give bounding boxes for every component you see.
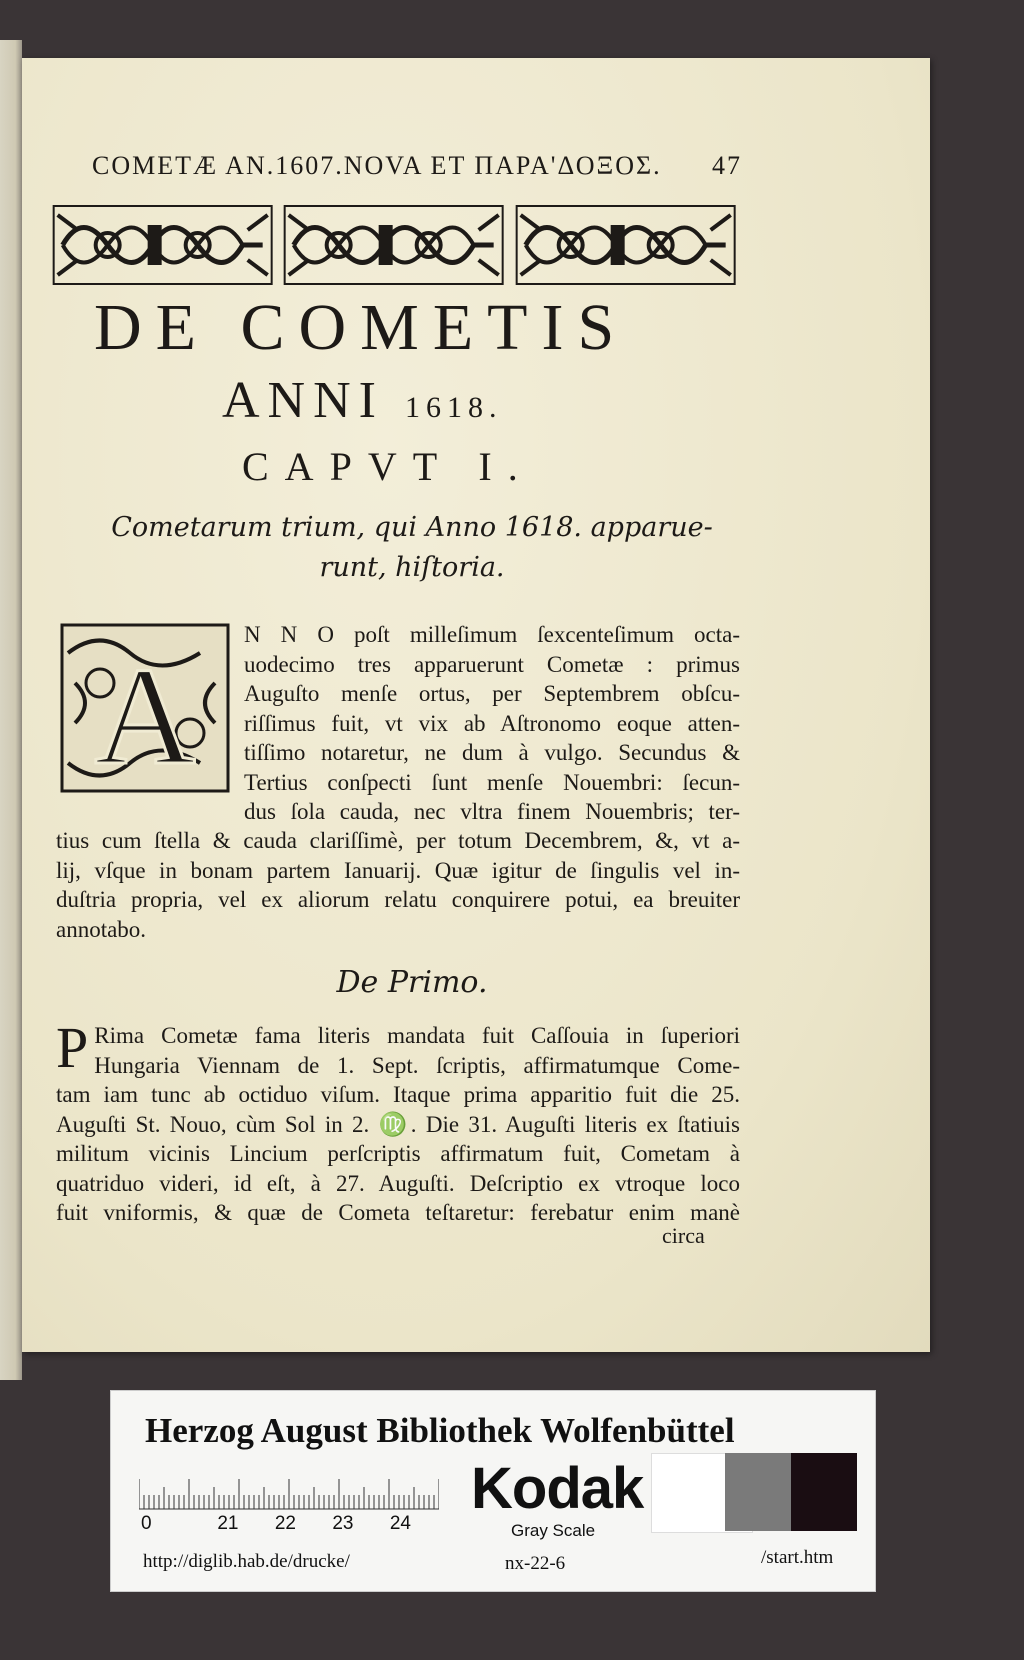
text-line: annotabo. <box>56 916 147 942</box>
text-line: Rima Cometæ fama literis mandata fuit Caſſouia in ſuperiori <box>94 1023 740 1048</box>
kodak-logo: Kodak <box>471 1456 644 1521</box>
library-name: Herzog August Bibliothek Wolfenbüttel <box>145 1411 735 1450</box>
text-line: militum vicinis Lincium perſcriptis affirmatum fuit, Cometam à <box>56 1141 740 1166</box>
initial-letter: A <box>94 639 196 793</box>
ruler-number: 23 <box>332 1513 354 1534</box>
ruler-number: 24 <box>389 1513 411 1534</box>
chapter-subtitle <box>92 508 732 588</box>
running-head <box>92 151 742 181</box>
ruler-numbers <box>141 1513 411 1535</box>
subtitle-line: runt, hiſtoria. <box>319 552 505 583</box>
text-line: duſtria propria, vel ex aliorum relatu conquirere potui, ea breuiter <box>56 887 740 912</box>
headpiece-ornament <box>50 205 738 285</box>
title-year: 1618. <box>404 391 503 424</box>
color-target-strip <box>110 1390 876 1592</box>
ruler-number: 21 <box>217 1513 239 1534</box>
paragraph-1-indented <box>244 620 740 797</box>
catchword: circa <box>662 1223 705 1248</box>
text-line: Auguſti St. Nouo, cùm Sol in 2. ♍. Die 31. Auguſti literis ex ſtatiuis <box>56 1111 740 1137</box>
paragraph-1-line-7 <box>244 797 740 827</box>
url-suffix: /start.htm <box>761 1547 834 1568</box>
subtitle-line: Cometarum trium, qui Anno 1618. apparue- <box>111 512 713 543</box>
url-base: http://diglib.hab.de/drucke/ <box>143 1551 350 1572</box>
text-line: tius cum ſtella & cauda clariſſimè, per totum Decembrem, &, vt a- <box>56 828 740 853</box>
text-line: quatriduo videri, id eſt, à 27. Auguſti. Deſcriptio ex vtroque loco <box>56 1170 740 1196</box>
text-line: lij, vſque in bonam partem Ianuarij. Quæ igitur de ſingulis vel in- <box>56 857 740 883</box>
text-line: dus ſola cauda, nec vltra finem Nouembris; ter- <box>244 799 740 824</box>
paragraph-2 <box>56 1015 740 1228</box>
text-line: Auguſto menſe ortus, per Septembrem obſcu- <box>244 681 740 706</box>
decorated-initial <box>60 623 230 793</box>
caput-heading: CAPVT I. <box>242 444 534 489</box>
facing-page-edge <box>0 40 22 1380</box>
drop-cap: P <box>56 1015 89 1080</box>
ruler-scale <box>139 1469 439 1515</box>
text-line: fuit vniformis, & quæ de Cometa teſtaretur: ferebatur enim manè <box>56 1200 740 1225</box>
ornament-panel-icon <box>513 205 738 285</box>
ornament-panel-icon <box>281 205 506 285</box>
chapter-title: DE COMETIS <box>94 291 629 364</box>
shelfmark: nx-22-6 <box>505 1553 566 1574</box>
text-line: N N O poſt milleſimum ſexcenteſimum octa- <box>244 622 740 647</box>
text-line: riſſimus fuit, vt vix ab Aſtronomo eoque atten- <box>244 710 740 736</box>
text-line: uodecimo tres apparuerunt Cometæ : primus <box>244 651 740 677</box>
running-head-text: COMETÆ AN.1607.NOVA ET ΠΑΡΑ'ΔΟΞΟΣ. <box>92 151 662 180</box>
gray-scale-caption: Gray Scale <box>511 1521 596 1540</box>
text-line: tiſſimo notaretur, ne dum à vulgo. Secundus & <box>244 740 740 765</box>
ornament-panel-icon <box>50 205 275 285</box>
page-number: 47 <box>712 151 742 180</box>
ruler-number: 22 <box>274 1513 296 1534</box>
ruler-number: 0 <box>141 1513 152 1534</box>
text-line: tam iam tunc ab octiduo viſum. Itaque prima apparitio fuit die 25. <box>56 1082 740 1107</box>
paragraph-1-full <box>56 826 740 944</box>
chapter-title-year-line <box>222 371 502 430</box>
text-line: Hungaria Viennam de 1. Sept. ſcriptis, affirmatumque Come- <box>94 1052 740 1078</box>
black-patch <box>791 1453 857 1531</box>
gray-patch <box>725 1453 791 1531</box>
text-line: Tertius conſpecti ſunt menſe Nouembri: ſecun- <box>244 769 740 795</box>
section-heading: De Primo. <box>336 965 488 1000</box>
book-page <box>22 58 930 1352</box>
title-anni: ANNI <box>222 372 384 429</box>
